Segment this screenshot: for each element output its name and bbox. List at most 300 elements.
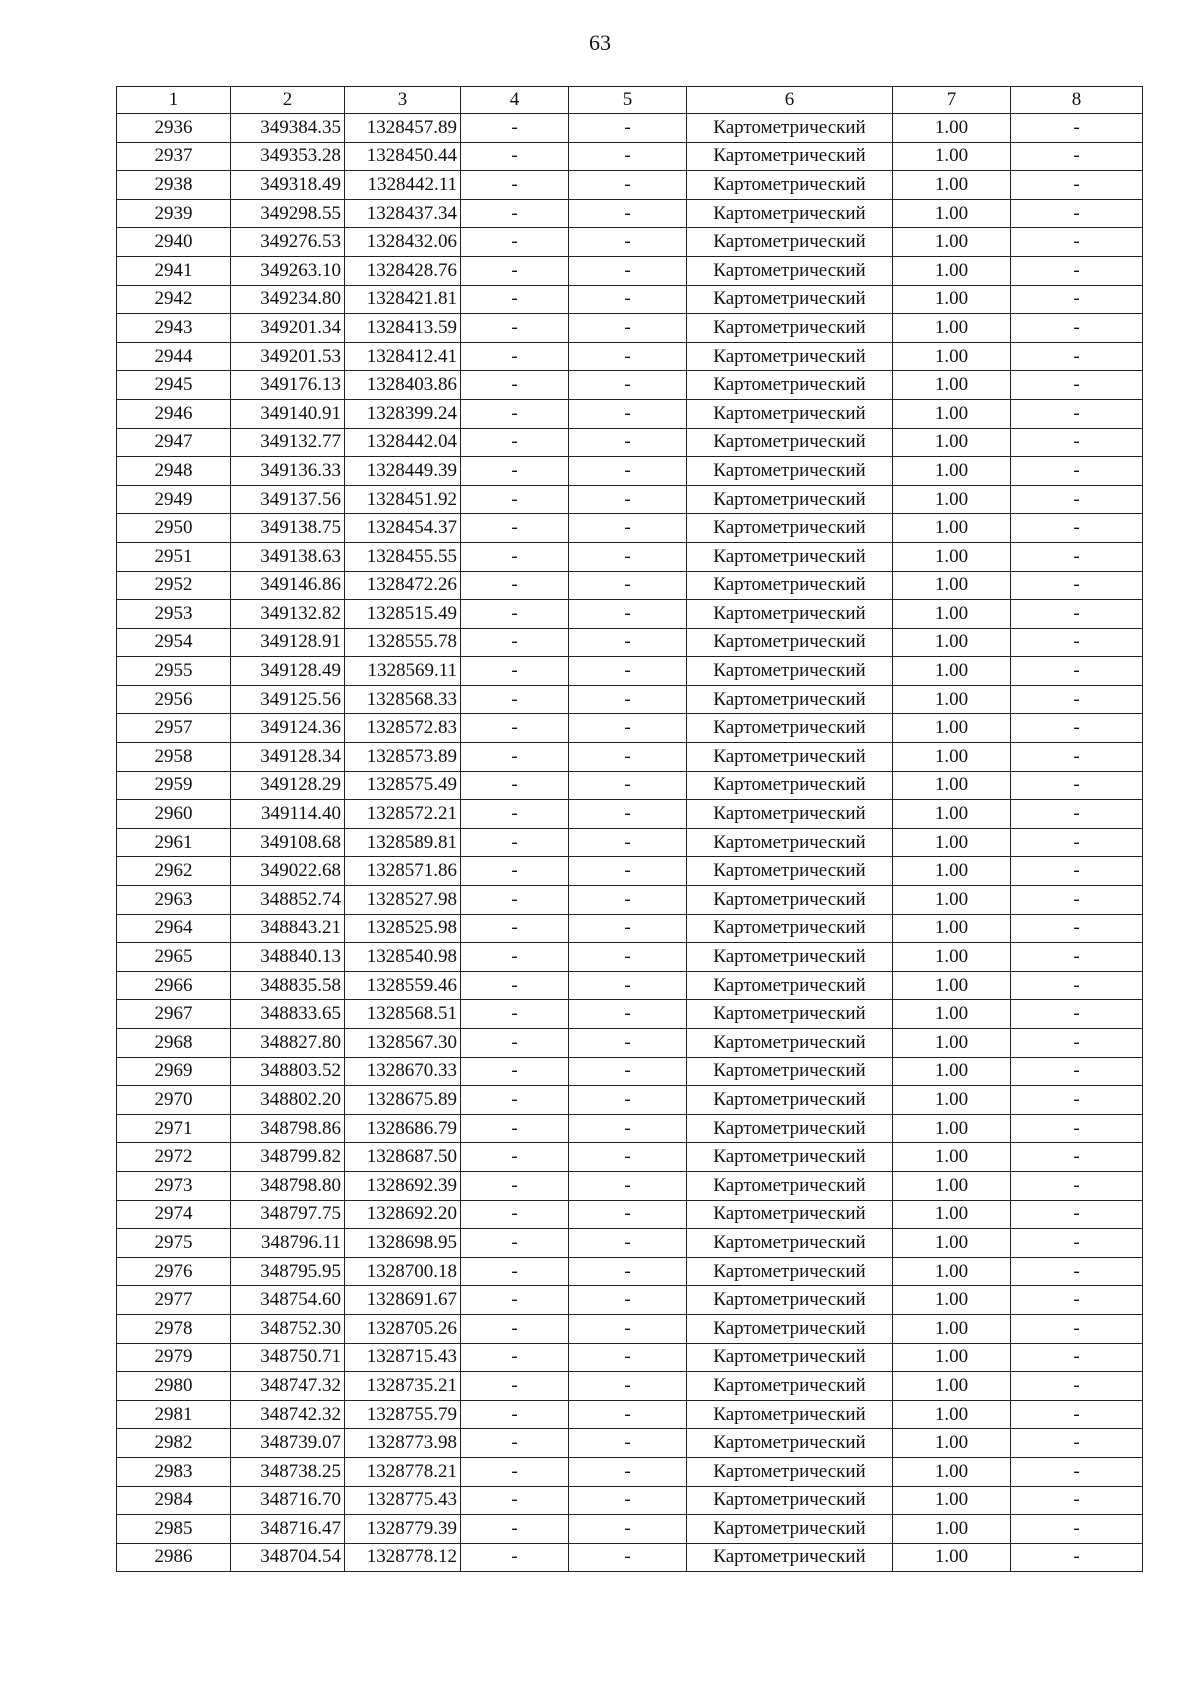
table-cell-col-5: - bbox=[569, 1486, 687, 1515]
table-row bbox=[117, 971, 1143, 1000]
table-cell-col-8: - bbox=[1011, 771, 1143, 800]
table-cell-col-3: 1328525.98 bbox=[345, 914, 461, 943]
table-cell-col-1: 2944 bbox=[117, 342, 231, 371]
table-cell-col-8: - bbox=[1011, 657, 1143, 686]
table-cell-col-4: - bbox=[461, 285, 569, 314]
table-cell-col-6: Картометрический bbox=[687, 256, 893, 285]
table-cell-col-8: - bbox=[1011, 1486, 1143, 1515]
table-cell-col-4: - bbox=[461, 1000, 569, 1029]
table-cell-col-5: - bbox=[569, 857, 687, 886]
table-cell-col-2: 348798.80 bbox=[231, 1171, 345, 1200]
table-cell-col-6: Картометрический bbox=[687, 1057, 893, 1086]
table-cell-col-1: 2978 bbox=[117, 1314, 231, 1343]
table-cell-col-5: - bbox=[569, 428, 687, 457]
table-cell-col-1: 2963 bbox=[117, 886, 231, 915]
table-cell-col-5: - bbox=[569, 142, 687, 171]
table-cell-col-7: 1.00 bbox=[893, 1286, 1011, 1315]
table-cell-col-2: 349124.36 bbox=[231, 714, 345, 743]
table-cell-col-2: 349137.56 bbox=[231, 485, 345, 514]
table-cell-col-1: 2945 bbox=[117, 371, 231, 400]
table-cell-col-3: 1328568.33 bbox=[345, 685, 461, 714]
table-cell-col-2: 348796.11 bbox=[231, 1229, 345, 1258]
table-cell-col-7: 1.00 bbox=[893, 485, 1011, 514]
table-cell-col-5: - bbox=[569, 1543, 687, 1572]
table-cell-col-3: 1328555.78 bbox=[345, 628, 461, 657]
table-row bbox=[117, 1200, 1143, 1229]
table-cell-col-8: - bbox=[1011, 971, 1143, 1000]
table-cell-col-7: 1.00 bbox=[893, 1400, 1011, 1429]
table-cell-col-2: 349128.49 bbox=[231, 657, 345, 686]
column-header-1: 1 bbox=[117, 87, 231, 114]
table-cell-col-1: 2977 bbox=[117, 1286, 231, 1315]
table-cell-col-7: 1.00 bbox=[893, 628, 1011, 657]
table-row bbox=[117, 285, 1143, 314]
table-cell-col-7: 1.00 bbox=[893, 1543, 1011, 1572]
table-cell-col-7: 1.00 bbox=[893, 1114, 1011, 1143]
table-cell-col-8: - bbox=[1011, 1515, 1143, 1544]
table-cell-col-5: - bbox=[569, 800, 687, 829]
table-cell-col-4: - bbox=[461, 1200, 569, 1229]
table-cell-col-6: Картометрический bbox=[687, 1457, 893, 1486]
table-cell-col-5: - bbox=[569, 371, 687, 400]
table-row bbox=[117, 771, 1143, 800]
table-cell-col-4: - bbox=[461, 571, 569, 600]
table-cell-col-8: - bbox=[1011, 142, 1143, 171]
table-cell-col-8: - bbox=[1011, 542, 1143, 571]
table-cell-col-7: 1.00 bbox=[893, 1372, 1011, 1401]
table-cell-col-6: Картометрический bbox=[687, 714, 893, 743]
table-cell-col-6: Картометрический bbox=[687, 1000, 893, 1029]
table-row bbox=[117, 228, 1143, 257]
table-cell-col-1: 2954 bbox=[117, 628, 231, 657]
table-cell-col-1: 2958 bbox=[117, 743, 231, 772]
table-cell-col-4: - bbox=[461, 1114, 569, 1143]
table-cell-col-8: - bbox=[1011, 828, 1143, 857]
table-cell-col-4: - bbox=[461, 485, 569, 514]
table-cell-col-7: 1.00 bbox=[893, 1429, 1011, 1458]
table-cell-col-1: 2950 bbox=[117, 514, 231, 543]
table-cell-col-2: 349176.13 bbox=[231, 371, 345, 400]
table-cell-col-5: - bbox=[569, 600, 687, 629]
table-cell-col-6: Картометрический bbox=[687, 1400, 893, 1429]
table-cell-col-6: Картометрический bbox=[687, 399, 893, 428]
table-row bbox=[117, 828, 1143, 857]
table-cell-col-5: - bbox=[569, 1143, 687, 1172]
table-cell-col-4: - bbox=[461, 171, 569, 200]
table-cell-col-2: 349318.49 bbox=[231, 171, 345, 200]
table-cell-col-7: 1.00 bbox=[893, 1515, 1011, 1544]
table-cell-col-4: - bbox=[461, 256, 569, 285]
table-cell-col-4: - bbox=[461, 857, 569, 886]
table-cell-col-7: 1.00 bbox=[893, 886, 1011, 915]
table-cell-col-1: 2937 bbox=[117, 142, 231, 171]
table-cell-col-7: 1.00 bbox=[893, 142, 1011, 171]
table-cell-col-4: - bbox=[461, 1143, 569, 1172]
table-cell-col-3: 1328451.92 bbox=[345, 485, 461, 514]
table-cell-col-8: - bbox=[1011, 1057, 1143, 1086]
table-cell-col-1: 2970 bbox=[117, 1086, 231, 1115]
table-cell-col-5: - bbox=[569, 399, 687, 428]
column-header-5: 5 bbox=[569, 87, 687, 114]
table-cell-col-4: - bbox=[461, 314, 569, 343]
table-cell-col-2: 348827.80 bbox=[231, 1029, 345, 1058]
table-cell-col-7: 1.00 bbox=[893, 971, 1011, 1000]
table-cell-col-8: - bbox=[1011, 285, 1143, 314]
table-cell-col-6: Картометрический bbox=[687, 1143, 893, 1172]
table-cell-col-3: 1328472.26 bbox=[345, 571, 461, 600]
table-cell-col-3: 1328779.39 bbox=[345, 1515, 461, 1544]
table-cell-col-3: 1328589.81 bbox=[345, 828, 461, 857]
table-cell-col-8: - bbox=[1011, 371, 1143, 400]
table-cell-col-3: 1328675.89 bbox=[345, 1086, 461, 1115]
table-cell-col-8: - bbox=[1011, 800, 1143, 829]
table-cell-col-3: 1328399.24 bbox=[345, 399, 461, 428]
table-cell-col-3: 1328735.21 bbox=[345, 1372, 461, 1401]
table-cell-col-2: 348799.82 bbox=[231, 1143, 345, 1172]
table-row bbox=[117, 1143, 1143, 1172]
table-cell-col-3: 1328573.89 bbox=[345, 743, 461, 772]
table-row bbox=[117, 542, 1143, 571]
page-number: 63 bbox=[589, 30, 611, 55]
table-cell-col-5: - bbox=[569, 1200, 687, 1229]
table-cell-col-1: 2938 bbox=[117, 171, 231, 200]
table-cell-col-7: 1.00 bbox=[893, 1086, 1011, 1115]
table-cell-col-4: - bbox=[461, 114, 569, 143]
table-cell-col-1: 2971 bbox=[117, 1114, 231, 1143]
table-cell-col-6: Картометрический bbox=[687, 285, 893, 314]
table-cell-col-3: 1328540.98 bbox=[345, 943, 461, 972]
table-cell-col-8: - bbox=[1011, 256, 1143, 285]
table-cell-col-4: - bbox=[461, 1343, 569, 1372]
table-cell-col-6: Картометрический bbox=[687, 600, 893, 629]
table-cell-col-7: 1.00 bbox=[893, 571, 1011, 600]
table-row bbox=[117, 142, 1143, 171]
table-cell-col-5: - bbox=[569, 657, 687, 686]
table-cell-col-7: 1.00 bbox=[893, 399, 1011, 428]
table-cell-col-5: - bbox=[569, 1314, 687, 1343]
table-cell-col-3: 1328571.86 bbox=[345, 857, 461, 886]
table-cell-col-3: 1328455.55 bbox=[345, 542, 461, 571]
table-cell-col-1: 2966 bbox=[117, 971, 231, 1000]
table-cell-col-1: 2968 bbox=[117, 1029, 231, 1058]
table-cell-col-4: - bbox=[461, 514, 569, 543]
table-cell-col-2: 349276.53 bbox=[231, 228, 345, 257]
table-cell-col-7: 1.00 bbox=[893, 542, 1011, 571]
table-row bbox=[117, 1515, 1143, 1544]
table-row bbox=[117, 914, 1143, 943]
table-cell-col-7: 1.00 bbox=[893, 1343, 1011, 1372]
table-cell-col-5: - bbox=[569, 114, 687, 143]
table-cell-col-2: 348798.86 bbox=[231, 1114, 345, 1143]
table-row bbox=[117, 171, 1143, 200]
column-header-7: 7 bbox=[893, 87, 1011, 114]
table-cell-col-3: 1328568.51 bbox=[345, 1000, 461, 1029]
table-cell-col-6: Картометрический bbox=[687, 1171, 893, 1200]
table-cell-col-1: 2949 bbox=[117, 485, 231, 514]
table-cell-col-2: 348843.21 bbox=[231, 914, 345, 943]
table-cell-col-6: Картометрический bbox=[687, 886, 893, 915]
table-cell-col-5: - bbox=[569, 171, 687, 200]
table-cell-col-8: - bbox=[1011, 886, 1143, 915]
table-cell-col-2: 349128.34 bbox=[231, 743, 345, 772]
table-cell-col-2: 348835.58 bbox=[231, 971, 345, 1000]
table-row bbox=[117, 1086, 1143, 1115]
table-cell-col-5: - bbox=[569, 256, 687, 285]
table-cell-col-5: - bbox=[569, 514, 687, 543]
table-cell-col-7: 1.00 bbox=[893, 857, 1011, 886]
table-cell-col-2: 348754.60 bbox=[231, 1286, 345, 1315]
table-row bbox=[117, 457, 1143, 486]
table-cell-col-5: - bbox=[569, 1171, 687, 1200]
table-cell-col-5: - bbox=[569, 1057, 687, 1086]
table-cell-col-8: - bbox=[1011, 399, 1143, 428]
table-cell-col-6: Картометрический bbox=[687, 771, 893, 800]
table-cell-col-6: Картометрический bbox=[687, 571, 893, 600]
table-cell-col-2: 349140.91 bbox=[231, 399, 345, 428]
table-cell-col-8: - bbox=[1011, 171, 1143, 200]
table-row bbox=[117, 1000, 1143, 1029]
table-cell-col-5: - bbox=[569, 914, 687, 943]
table-cell-col-3: 1328403.86 bbox=[345, 371, 461, 400]
table-cell-col-3: 1328686.79 bbox=[345, 1114, 461, 1143]
table-cell-col-1: 2982 bbox=[117, 1429, 231, 1458]
table-cell-col-1: 2946 bbox=[117, 399, 231, 428]
table-cell-col-1: 2940 bbox=[117, 228, 231, 257]
table-cell-col-4: - bbox=[461, 971, 569, 1000]
table-cell-col-5: - bbox=[569, 1029, 687, 1058]
table-cell-col-5: - bbox=[569, 886, 687, 915]
table-row bbox=[117, 1457, 1143, 1486]
table-cell-col-1: 2967 bbox=[117, 1000, 231, 1029]
table-cell-col-6: Картометрический bbox=[687, 628, 893, 657]
table-cell-col-6: Картометрический bbox=[687, 743, 893, 772]
table-cell-col-7: 1.00 bbox=[893, 600, 1011, 629]
table-cell-col-4: - bbox=[461, 1171, 569, 1200]
table-cell-col-3: 1328413.59 bbox=[345, 314, 461, 343]
table-cell-col-4: - bbox=[461, 228, 569, 257]
table-cell-col-6: Картометрический bbox=[687, 171, 893, 200]
table-cell-col-6: Картометрический bbox=[687, 943, 893, 972]
table-cell-col-5: - bbox=[569, 743, 687, 772]
table-cell-col-1: 2959 bbox=[117, 771, 231, 800]
table-cell-col-3: 1328572.83 bbox=[345, 714, 461, 743]
table-cell-col-2: 348739.07 bbox=[231, 1429, 345, 1458]
table-cell-col-1: 2975 bbox=[117, 1229, 231, 1258]
table-cell-col-8: - bbox=[1011, 1086, 1143, 1115]
table-cell-col-6: Картометрический bbox=[687, 457, 893, 486]
table-cell-col-6: Картометрический bbox=[687, 1372, 893, 1401]
table-cell-col-8: - bbox=[1011, 571, 1143, 600]
table-cell-col-5: - bbox=[569, 1400, 687, 1429]
table-row bbox=[117, 485, 1143, 514]
table-cell-col-6: Картометрический bbox=[687, 657, 893, 686]
table-cell-col-5: - bbox=[569, 314, 687, 343]
table-cell-col-7: 1.00 bbox=[893, 256, 1011, 285]
table-cell-col-7: 1.00 bbox=[893, 914, 1011, 943]
table-cell-col-6: Картометрический bbox=[687, 1286, 893, 1315]
table-cell-col-8: - bbox=[1011, 914, 1143, 943]
table-row bbox=[117, 1429, 1143, 1458]
table-cell-col-4: - bbox=[461, 371, 569, 400]
table-cell-col-7: 1.00 bbox=[893, 828, 1011, 857]
table-cell-col-1: 2984 bbox=[117, 1486, 231, 1515]
table-cell-col-6: Картометрический bbox=[687, 1200, 893, 1229]
table-row bbox=[117, 886, 1143, 915]
table-cell-col-5: - bbox=[569, 1515, 687, 1544]
table-cell-col-2: 349138.75 bbox=[231, 514, 345, 543]
table-cell-col-6: Картометрический bbox=[687, 1515, 893, 1544]
table-cell-col-3: 1328773.98 bbox=[345, 1429, 461, 1458]
table-cell-col-1: 2983 bbox=[117, 1457, 231, 1486]
table-cell-col-8: - bbox=[1011, 1200, 1143, 1229]
table-cell-col-7: 1.00 bbox=[893, 1143, 1011, 1172]
table-cell-col-1: 2951 bbox=[117, 542, 231, 571]
table-cell-col-6: Картометрический bbox=[687, 971, 893, 1000]
table-cell-col-5: - bbox=[569, 342, 687, 371]
table-cell-col-7: 1.00 bbox=[893, 1457, 1011, 1486]
table-row bbox=[117, 857, 1143, 886]
table-cell-col-2: 348716.70 bbox=[231, 1486, 345, 1515]
table-cell-col-2: 348704.54 bbox=[231, 1543, 345, 1572]
table-cell-col-8: - bbox=[1011, 342, 1143, 371]
table-cell-col-6: Картометрический bbox=[687, 142, 893, 171]
table-cell-col-8: - bbox=[1011, 1114, 1143, 1143]
table-cell-col-6: Картометрический bbox=[687, 1543, 893, 1572]
table-cell-col-3: 1328567.30 bbox=[345, 1029, 461, 1058]
table-cell-col-6: Картометрический bbox=[687, 371, 893, 400]
table-cell-col-7: 1.00 bbox=[893, 457, 1011, 486]
table-row bbox=[117, 571, 1143, 600]
table-row bbox=[117, 256, 1143, 285]
table-cell-col-6: Картометрический bbox=[687, 542, 893, 571]
table-cell-col-5: - bbox=[569, 1457, 687, 1486]
table-cell-col-4: - bbox=[461, 743, 569, 772]
table-cell-col-3: 1328428.76 bbox=[345, 256, 461, 285]
table-cell-col-3: 1328449.39 bbox=[345, 457, 461, 486]
table-cell-col-1: 2942 bbox=[117, 285, 231, 314]
table-cell-col-4: - bbox=[461, 1429, 569, 1458]
column-header-3: 3 bbox=[345, 87, 461, 114]
column-header-4: 4 bbox=[461, 87, 569, 114]
table-cell-col-3: 1328687.50 bbox=[345, 1143, 461, 1172]
table-cell-col-8: - bbox=[1011, 514, 1143, 543]
table-row bbox=[117, 1543, 1143, 1572]
table-cell-col-5: - bbox=[569, 1000, 687, 1029]
table-cell-col-2: 349138.63 bbox=[231, 542, 345, 571]
table-cell-col-3: 1328454.37 bbox=[345, 514, 461, 543]
table-cell-col-4: - bbox=[461, 399, 569, 428]
table-cell-col-8: - bbox=[1011, 1400, 1143, 1429]
table-cell-col-3: 1328778.12 bbox=[345, 1543, 461, 1572]
table-cell-col-5: - bbox=[569, 971, 687, 1000]
table-cell-col-1: 2965 bbox=[117, 943, 231, 972]
table-cell-col-7: 1.00 bbox=[893, 1257, 1011, 1286]
table-cell-col-7: 1.00 bbox=[893, 1171, 1011, 1200]
table-row bbox=[117, 314, 1143, 343]
table-cell-col-4: - bbox=[461, 600, 569, 629]
table-cell-col-3: 1328705.26 bbox=[345, 1314, 461, 1343]
table-cell-col-3: 1328457.89 bbox=[345, 114, 461, 143]
table-cell-col-6: Картометрический bbox=[687, 114, 893, 143]
table-cell-col-3: 1328572.21 bbox=[345, 800, 461, 829]
table-cell-col-4: - bbox=[461, 1457, 569, 1486]
table-cell-col-4: - bbox=[461, 1029, 569, 1058]
table-cell-col-8: - bbox=[1011, 1171, 1143, 1200]
table-cell-col-4: - bbox=[461, 428, 569, 457]
table-cell-col-4: - bbox=[461, 628, 569, 657]
table-cell-col-3: 1328559.46 bbox=[345, 971, 461, 1000]
table-row bbox=[117, 1372, 1143, 1401]
table-cell-col-7: 1.00 bbox=[893, 171, 1011, 200]
table-cell-col-6: Картометрический bbox=[687, 342, 893, 371]
table-cell-col-5: - bbox=[569, 285, 687, 314]
table-cell-col-1: 2962 bbox=[117, 857, 231, 886]
table-cell-col-5: - bbox=[569, 1343, 687, 1372]
table-cell-col-4: - bbox=[461, 1400, 569, 1429]
table-cell-col-1: 2979 bbox=[117, 1343, 231, 1372]
table-cell-col-6: Картометрический bbox=[687, 428, 893, 457]
table-cell-col-4: - bbox=[461, 1372, 569, 1401]
table-cell-col-3: 1328432.06 bbox=[345, 228, 461, 257]
table-cell-col-2: 348803.52 bbox=[231, 1057, 345, 1086]
table-cell-col-8: - bbox=[1011, 714, 1143, 743]
table-cell-col-7: 1.00 bbox=[893, 199, 1011, 228]
table-row bbox=[117, 428, 1143, 457]
table-cell-col-4: - bbox=[461, 1314, 569, 1343]
table-row bbox=[117, 714, 1143, 743]
table-cell-col-5: - bbox=[569, 1229, 687, 1258]
table-cell-col-7: 1.00 bbox=[893, 371, 1011, 400]
table-cell-col-2: 349136.33 bbox=[231, 457, 345, 486]
table-cell-col-6: Картометрический bbox=[687, 800, 893, 829]
table-cell-col-8: - bbox=[1011, 1143, 1143, 1172]
table-cell-col-1: 2972 bbox=[117, 1143, 231, 1172]
table-cell-col-1: 2955 bbox=[117, 657, 231, 686]
table-cell-col-8: - bbox=[1011, 1229, 1143, 1258]
table-row bbox=[117, 1029, 1143, 1058]
table-cell-col-4: - bbox=[461, 1515, 569, 1544]
table-cell-col-7: 1.00 bbox=[893, 943, 1011, 972]
table-cell-col-6: Картометрический bbox=[687, 1229, 893, 1258]
table-cell-col-3: 1328575.49 bbox=[345, 771, 461, 800]
table-cell-col-1: 2980 bbox=[117, 1372, 231, 1401]
table-cell-col-5: - bbox=[569, 542, 687, 571]
table-cell-col-1: 2976 bbox=[117, 1257, 231, 1286]
table-cell-col-7: 1.00 bbox=[893, 428, 1011, 457]
table-cell-col-2: 348742.32 bbox=[231, 1400, 345, 1429]
table-header bbox=[117, 87, 1143, 114]
table-cell-col-3: 1328692.39 bbox=[345, 1171, 461, 1200]
table-cell-col-1: 2969 bbox=[117, 1057, 231, 1086]
table-cell-col-8: - bbox=[1011, 600, 1143, 629]
table-cell-col-1: 2952 bbox=[117, 571, 231, 600]
table-cell-col-1: 2985 bbox=[117, 1515, 231, 1544]
table-cell-col-5: - bbox=[569, 1086, 687, 1115]
table-cell-col-4: - bbox=[461, 142, 569, 171]
table-cell-col-5: - bbox=[569, 485, 687, 514]
table-cell-col-4: - bbox=[461, 657, 569, 686]
table-cell-col-5: - bbox=[569, 1257, 687, 1286]
table-cell-col-7: 1.00 bbox=[893, 714, 1011, 743]
table-cell-col-3: 1328691.67 bbox=[345, 1286, 461, 1315]
table-cell-col-1: 2956 bbox=[117, 685, 231, 714]
table-cell-col-1: 2964 bbox=[117, 914, 231, 943]
table-cell-col-2: 349132.82 bbox=[231, 600, 345, 629]
table-cell-col-3: 1328437.34 bbox=[345, 199, 461, 228]
table-cell-col-8: - bbox=[1011, 685, 1143, 714]
table-row bbox=[117, 1229, 1143, 1258]
table-cell-col-5: - bbox=[569, 685, 687, 714]
